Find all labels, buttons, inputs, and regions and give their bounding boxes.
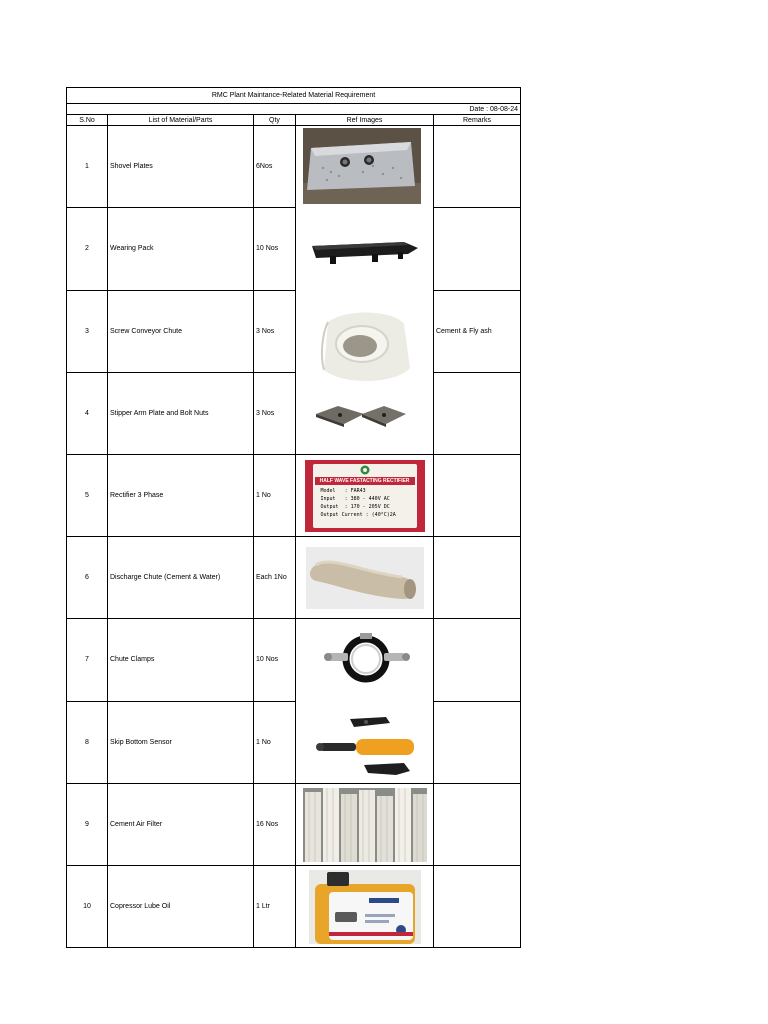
row-material: Wearing Pack [108, 208, 254, 290]
header-qty: Qty [254, 115, 296, 126]
row-qty: 10 Nos [254, 619, 296, 702]
chute-clamp-photo [320, 629, 412, 689]
row-sno: 10 [67, 866, 108, 948]
skip-bottom-sensor-photo [314, 713, 418, 783]
row-sno: 2 [67, 208, 108, 290]
table-row [67, 866, 521, 948]
stripper-arm-plate-photo [314, 396, 408, 436]
leaf-logo-icon [359, 465, 371, 475]
row-qty: 1 No [254, 701, 296, 784]
row-remarks [434, 126, 521, 208]
table-row [67, 455, 521, 537]
table-row [67, 537, 521, 619]
row-qty: 3 Nos [254, 290, 296, 372]
rectifier-photo [305, 460, 425, 532]
row-material: Chute Clamps [108, 619, 254, 702]
row-material: Copressor Lube Oil [108, 866, 254, 948]
row-qty: 3 Nos [254, 372, 296, 454]
table-row [67, 619, 521, 702]
row-remarks [434, 701, 521, 784]
discharge-chute-photo [306, 547, 424, 609]
lube-oil-can-photo [309, 870, 421, 944]
row-qty: 1 No [254, 455, 296, 537]
row-remarks [434, 455, 521, 537]
row-qty: 1 Ltr [254, 866, 296, 948]
table-row [67, 126, 521, 208]
ref-image-cell [296, 537, 434, 619]
ref-image-cell [296, 784, 434, 866]
row-material: Discharge Chute (Cement & Water) [108, 537, 254, 619]
rectifier-heading: HALF WAVE FASTACTING RECTIFIER [315, 477, 415, 485]
row-material: Stipper Arm Plate and Bolt Nuts [108, 372, 254, 454]
screw-conveyor-chute-photo [316, 304, 414, 388]
table-row [67, 208, 521, 290]
requirement-table [66, 87, 521, 948]
rectifier-spec-1: Model : FAR43 [320, 487, 366, 494]
row-qty: 6Nos [254, 126, 296, 208]
row-sno: 7 [67, 619, 108, 702]
row-material: Skip Bottom Sensor [108, 701, 254, 784]
sheet-title: RMC Plant Maintance-Related Material Requirement [67, 88, 521, 104]
shovel-plate-photo [303, 128, 421, 204]
header-material: List of Material/Parts [108, 115, 254, 126]
sheet-date: Date : 08-08-24 [67, 104, 521, 115]
table-row [67, 784, 521, 866]
rectifier-spec-2: Input : 380 - 440V AC [320, 495, 390, 502]
row-material: Rectifier 3 Phase [108, 455, 254, 537]
row-sno: 4 [67, 372, 108, 454]
cement-air-filter-photo [303, 788, 427, 862]
header-sno: S.No [67, 115, 108, 126]
ref-image-cell [296, 866, 434, 948]
row-material: Shovel Plates [108, 126, 254, 208]
row-material: Cement Air Filter [108, 784, 254, 866]
row-sno: 6 [67, 537, 108, 619]
row-remarks: Cement & Fly ash [434, 290, 521, 372]
ref-image-cell-group-2 [296, 619, 434, 784]
wearing-pack-photo [308, 232, 420, 272]
row-sno: 8 [67, 701, 108, 784]
ref-image-cell [296, 455, 434, 537]
header-remarks: Remarks [434, 115, 521, 126]
row-sno: 3 [67, 290, 108, 372]
rectifier-spec-3: Output : 170 - 205V DC [320, 503, 390, 510]
table-row [67, 372, 521, 454]
table-row [67, 290, 521, 372]
row-remarks [434, 784, 521, 866]
rectifier-spec-4: Output Current : (40°C)2A [320, 511, 396, 518]
row-sno: 9 [67, 784, 108, 866]
row-qty: 16 Nos [254, 784, 296, 866]
row-qty: Each 1No [254, 537, 296, 619]
row-remarks [434, 619, 521, 702]
row-remarks [434, 537, 521, 619]
row-remarks [434, 208, 521, 290]
row-qty: 10 Nos [254, 208, 296, 290]
table-row [67, 701, 521, 784]
header-ref-images: Ref Images [296, 115, 434, 126]
row-remarks [434, 372, 521, 454]
ref-image-cell-group-1 [296, 126, 434, 455]
row-sno: 1 [67, 126, 108, 208]
row-remarks [434, 866, 521, 948]
row-sno: 5 [67, 455, 108, 537]
row-material: Screw Conveyor Chute [108, 290, 254, 372]
